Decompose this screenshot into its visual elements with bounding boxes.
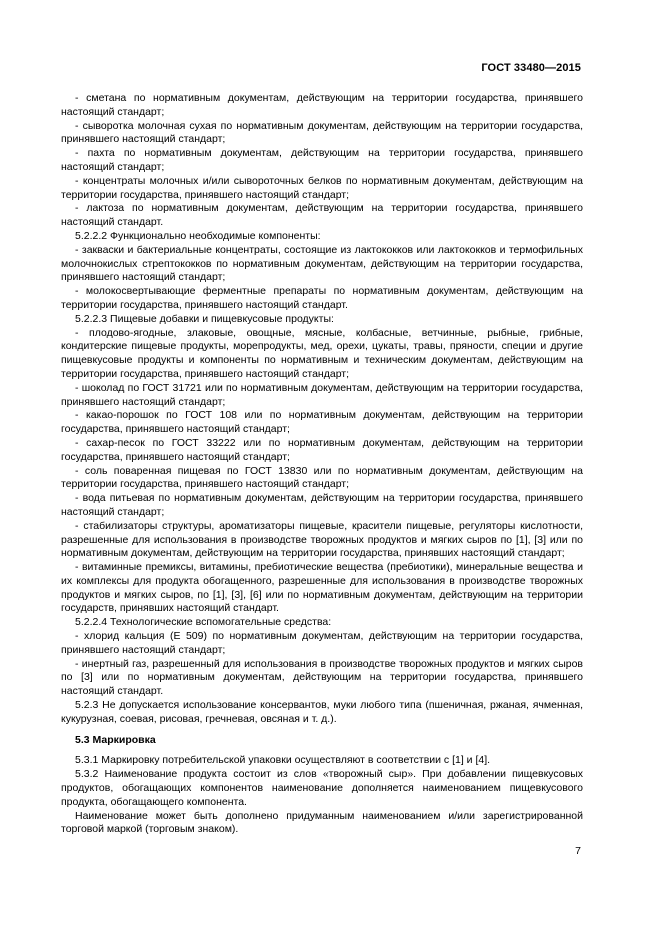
page-number: 7 — [575, 845, 581, 857]
paragraph: 5.2.3 Не допускается использование консервантов, муки любого типа (пшеничная, ржаная, ячменная, кукурузная, соевая, рисовая, гречневая, овсяная и т. д.). — [61, 699, 583, 725]
paragraph: - концентраты молочных и/или сывороточных белков по нормативным документам, действующим на территории государства, принявшего настоящий стандарт; — [61, 174, 583, 201]
section-heading: 5.3 Маркировка — [75, 733, 156, 746]
paragraph: - лактоза по нормативным документам, действующим на территории государства, принявшего настоящий стандарт. — [61, 202, 583, 229]
paragraph: 5.2.2.2 Функционально необходимые компоненты: — [75, 229, 321, 242]
paragraph: 5.3.1 Маркировку потребительской упаковки осуществляют в соответствии с [1] и [4]. — [75, 754, 491, 767]
paragraph: - вода питьевая по нормативным документам, действующим на территории государства, принявшего настоящий стандарт; — [61, 492, 583, 518]
paragraph: - сахар-песок по ГОСТ 33222 или по нормативным документам, действующим на территории государства, принявшего настоящий стандарт; — [61, 436, 583, 463]
paragraph: - шоколад по ГОСТ 31721 или по нормативным документам, действующим на территории государства, принявшего настоящий стандарт; — [61, 381, 583, 408]
paragraph: Наименование может быть дополнено придуманным наименованием и/или зарегистрированной торговой маркой (торговым знаком). — [61, 809, 583, 836]
paragraph: - хлорид кальция (Е 509) по нормативным документам, действующим на территории государства, принявшего настоящий стандарт; — [61, 630, 583, 656]
paragraph: - витаминные премиксы, витамины, пребиотические вещества (пребиотики), минеральные вещества и их комплексы для продукта обогащенного, разрешенные для использования в производстве творожных продуктов и мягких сыров, по [1], [3], [6] или по нормативным документам, действующим на территории государств, принявших настоящий стандарт. — [61, 561, 583, 615]
paragraph: - закваски и бактериальные концентраты, состоящие из лактококков или лактококков и термофильных молочнокислых стрептококков по нормативным документам, действующим на территории государства, принявшего настоящий стандарт; — [61, 243, 583, 284]
paragraph: - молокосвертывающие ферментные препараты по нормативным документам, действующим на территории государства, принявшего настоящий стандарт. — [61, 285, 583, 311]
paragraph: - сметана по нормативным документам, действующим на территории государства, принявшего настоящий стандарт; — [61, 92, 583, 118]
paragraph: - пахта по нормативным документам, действующим на территории государства, принявшего настоящий стандарт; — [61, 147, 583, 173]
paragraph: - плодово-ягодные, злаковые, овощные, мясные, колбасные, ветчинные, рыбные, грибные, кондитерские пищевые продукты, морепродукты, мед, орехи, цукаты, травы, пряности, специи и другие пищевкусовые продукты и компоненты по нормативным и техническим документам, действующим на территории государства, принявшего настоящий стандарт; — [61, 326, 583, 380]
paragraph: - сыворотка молочная сухая по нормативным документам, действующим на территории государства, принявшего настоящий стандарт; — [61, 119, 583, 146]
paragraph: 5.2.2.4 Технологические вспомогательные средства: — [75, 616, 332, 629]
paragraph: - соль поваренная пищевая по ГОСТ 13830 или по нормативным документам, действующим на территории государства, принявшего настоящий стандарт; — [61, 464, 583, 491]
paragraph: 5.2.2.3 Пищевые добавки и пищевкусовые продукты: — [75, 312, 334, 325]
page-body — [61, 92, 583, 837]
paragraph: - какао-порошок по ГОСТ 108 или по нормативным документам, действующим на территории государства, принявшего настоящий стандарт; — [61, 409, 583, 436]
paragraph: - стабилизаторы структуры, ароматизаторы пищевые, красители пищевые, регуляторы кислотности, разрешенные для использования в производстве творожных продуктов и мягких сыров по [1], [3] или по нормативным документам, действующим на территории государства, принявших настоящий стандарт; — [61, 519, 583, 560]
paragraph: - инертный газ, разрешенный для использования в производстве творожных продуктов и мягких сыров по [3] или по нормативным документам, действующим на территории государства, принявшего настоящий стандарт. — [61, 657, 583, 698]
document-code: ГОСТ 33480—2015 — [481, 62, 581, 74]
paragraph: 5.3.2 Наименование продукта состоит из слов «творожный сыр». При добавлении пищевкусовых продуктов, обогащающих компонентов наименование дополняется наименованием пищевкусового продукта, обогащающего компонента. — [61, 768, 583, 808]
